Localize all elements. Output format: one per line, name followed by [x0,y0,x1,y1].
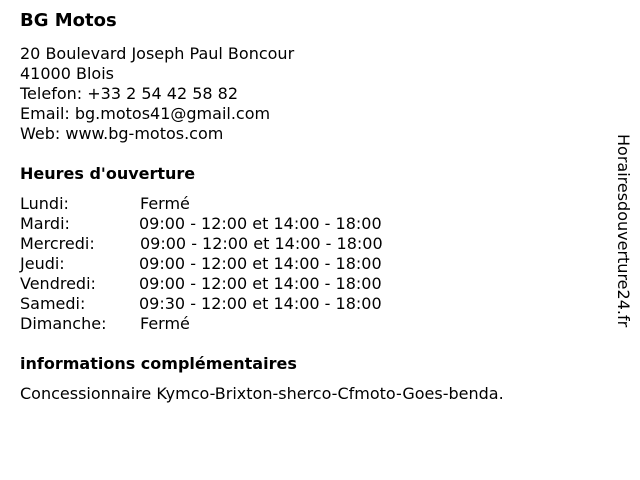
day-label: Lundi: [20,194,69,213]
day-label: Samedi: [20,294,86,313]
hours-heading: Heures d'ouverture [20,164,196,183]
day-label: Mercredi: [20,234,95,253]
hours-value: Fermé [140,314,190,333]
hours-value: Fermé [140,194,190,213]
city-postcode: 41000 Blois [20,64,114,83]
day-label: Vendredi: [20,274,96,293]
day-label: Dimanche: [20,314,107,333]
phone-number: Telefon: +33 2 54 42 58 82 [20,84,239,103]
day-label: Jeudi: [20,254,65,273]
website-address: Web: www.bg-motos.com [20,124,224,143]
info-text: Concessionnaire Kymco-Brixton-sherco-Cfmoto-Goes-benda. [20,384,504,403]
page-title: BG Motos [20,10,117,31]
street-address: 20 Boulevard Joseph Paul Boncour [20,44,295,63]
address-block [20,44,294,144]
info-heading: informations complémentaires [20,354,297,373]
hours-value: 09:00 - 12:00 et 14:00 - 18:00 [140,234,383,253]
site-watermark: Horairesdouverture24.fr [614,134,633,328]
hours-value: 09:00 - 12:00 et 14:00 - 18:00 [139,274,382,293]
hours-value: 09:00 - 12:00 et 14:00 - 18:00 [139,254,382,273]
day-label: Mardi: [20,214,70,233]
hours-value: 09:30 - 12:00 et 14:00 - 18:00 [139,294,382,313]
hours-value: 09:00 - 12:00 et 14:00 - 18:00 [139,214,382,233]
email-address: Email: bg.motos41@gmail.com [20,104,271,123]
